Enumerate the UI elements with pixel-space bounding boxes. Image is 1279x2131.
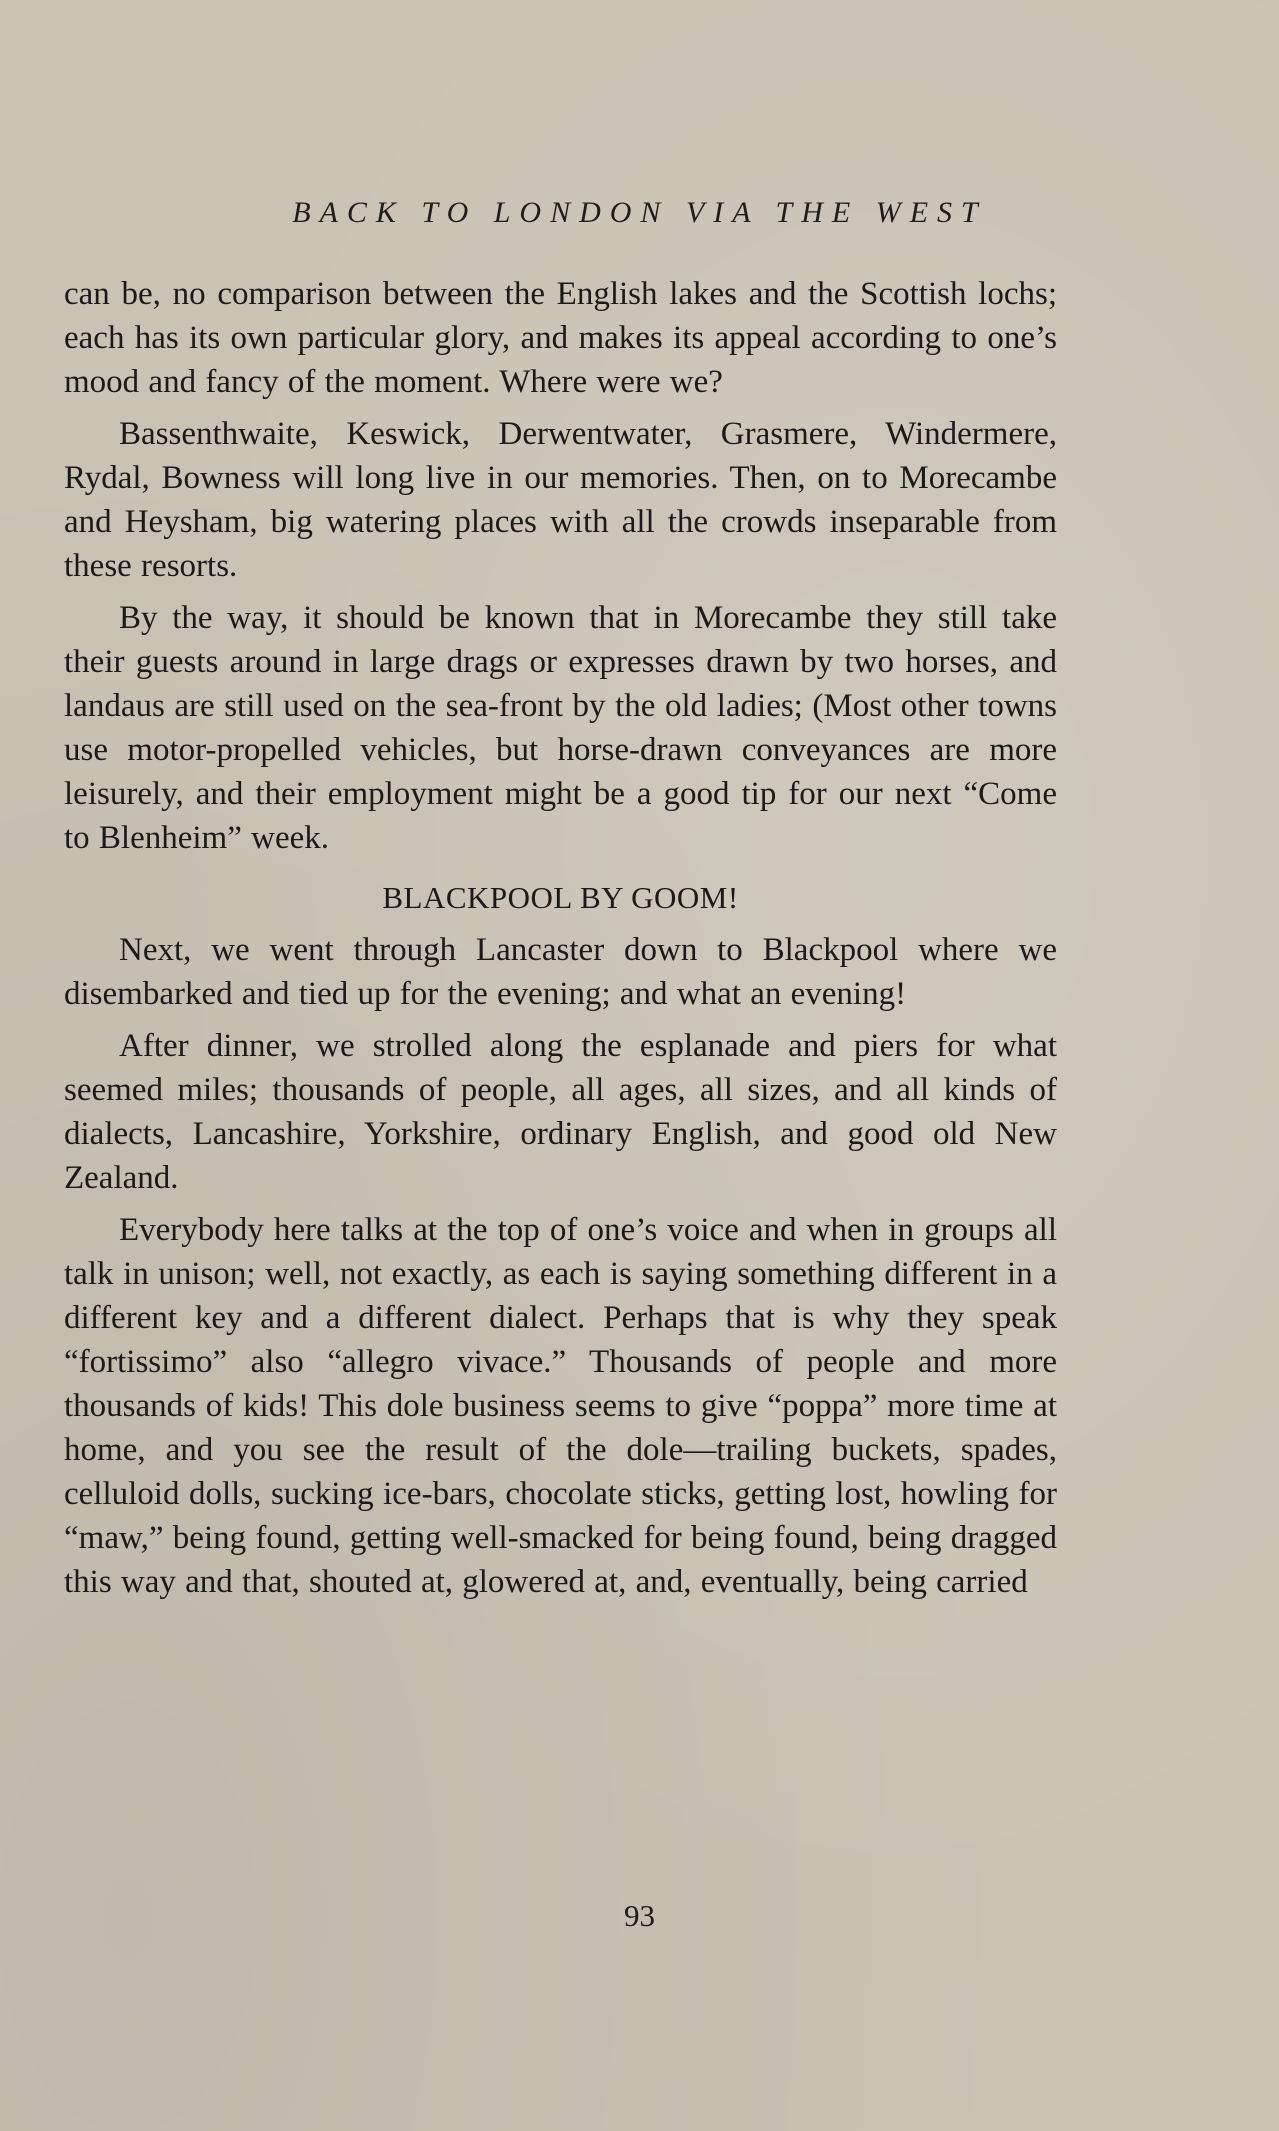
paragraph-lakes-comparison: can be, no comparison between the English lakes and the Scottish lochs; each has its own particular glory, and makes its appeal according to one’s mood and fancy of the moment. Where were we? <box>64 276 1057 400</box>
paragraph-morecambe: By the way, it should be known that in Morecambe they still take their guests around in large drags or expresses drawn by two horses, and landaus are still used on the sea-front by the old ladies; (Most other towns use motor-propelled vehicles, but horse-drawn conveyances are more leisurely, and their employment might be a good tip for our next “Come to Blenheim” week. <box>64 600 1057 856</box>
section-heading: BLACKPOOL BY GOOM! <box>382 880 739 915</box>
paragraph-esplanade: After dinner, we strolled along the esplanade and piers for what seemed miles; thousands of people, all ages, all sizes, and all kinds of dialects, Lancashire, Yorkshire, ordinary English, and good old New Zealand. <box>64 1028 1057 1196</box>
paragraph-crowds: Everybody here talks at the top of one’s voice and when in groups all talk in unison; well, not exactly, as each is saying something different in a different key and a different dialect. Perhaps that is why they speak “fortissimo” also “allegro vivace.” Thousands of people and more thousands of kids! This dole business seems to give “poppa” more time at home, and you see the result of the dole—trailing buckets, spades, celluloid dolls, sucking ice-bars, chocolate sticks, getting lost, howling for “maw,” being found, getting well-smacked for being found, being dragged this way and that, shouted at, glowered at, and, eventually, being carried <box>64 1212 1057 1600</box>
paragraph-blackpool-arrival: Next, we went through Lancaster down to Blackpool where we disembarked and tied up for the evening; and what an evening! <box>64 932 1057 1012</box>
page-number: 93 <box>624 1898 655 1933</box>
body-text <box>64 272 1057 1612</box>
paragraph-lake-district: Bassenthwaite, Keswick, Derwentwater, Grasmere, Windermere, Rydal, Bowness will long live in our memories. Then, on to Morecambe and Heysham, big watering places with all the crowds inseparable from these resorts. <box>64 416 1057 584</box>
running-head: BACK TO LONDON VIA THE WEST <box>292 196 987 229</box>
